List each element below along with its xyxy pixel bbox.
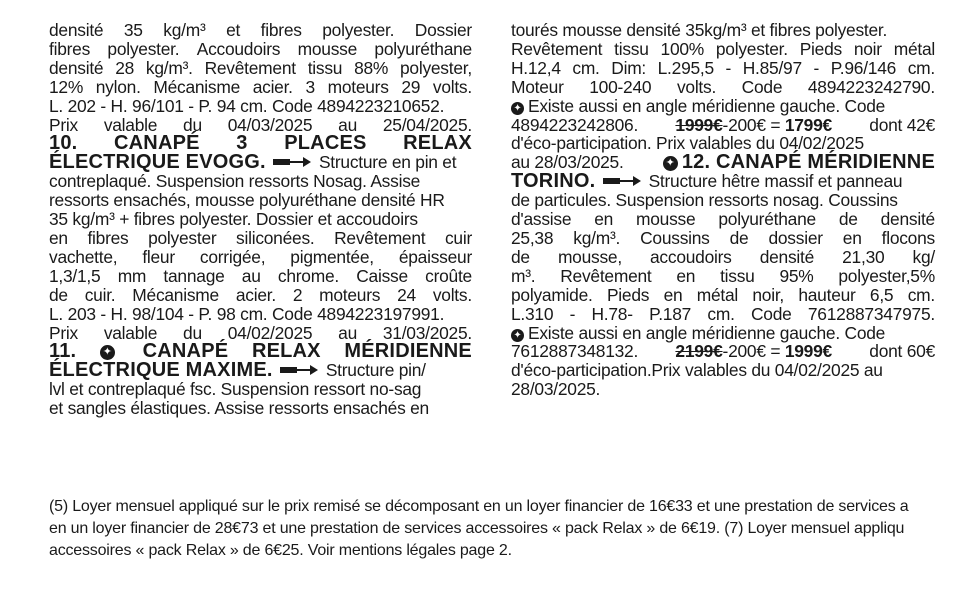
word: 25/04/2025. bbox=[382, 114, 472, 135]
word: polyuréthane bbox=[374, 38, 472, 59]
word: L.295,5 bbox=[657, 57, 714, 78]
word: densité bbox=[49, 57, 104, 78]
word: 04/02/2025 bbox=[227, 322, 313, 343]
word: polyester bbox=[148, 227, 217, 248]
word: tissu bbox=[307, 57, 343, 78]
word: cm. bbox=[907, 57, 935, 78]
word: Revêtement bbox=[334, 227, 426, 248]
text-line bbox=[49, 153, 472, 172]
product-10-title-end: ÉLECTRIQUE EVOGG. bbox=[49, 151, 266, 174]
word: corrigée, bbox=[199, 246, 266, 267]
word: épaisseur bbox=[398, 246, 472, 267]
text-line: contreplaqué. Suspension ressorts Nosag. Assise bbox=[49, 171, 421, 192]
word: mousse bbox=[636, 209, 696, 230]
word: - bbox=[569, 303, 576, 324]
word: en bbox=[594, 209, 614, 230]
text-line: 35 kg/m³ + fibres polyester. Dossier et accoudoirs bbox=[49, 209, 418, 230]
word: fibres bbox=[49, 38, 91, 59]
word: 3 bbox=[305, 76, 315, 97]
word: polyuréthane bbox=[718, 209, 816, 230]
word: noir, bbox=[752, 284, 784, 305]
word: PLACES bbox=[284, 132, 367, 155]
word: 7612887347975. bbox=[807, 303, 935, 324]
discount: -200€ = bbox=[722, 114, 781, 135]
text-line bbox=[49, 59, 472, 78]
word: 4894223242790. bbox=[807, 76, 935, 97]
word: Mécanisme bbox=[132, 284, 219, 305]
word: Accoudoirs bbox=[196, 38, 281, 59]
word: de bbox=[49, 284, 68, 305]
text-line: lvl et contreplaqué fsc. Suspension ressort no-sag bbox=[49, 379, 422, 400]
word: densité bbox=[880, 209, 935, 230]
text-fragment: Existe aussi en angle méridienne gauche. Code bbox=[528, 322, 886, 343]
word: en bbox=[49, 227, 68, 248]
word: cuir. bbox=[84, 284, 116, 305]
word: Prix bbox=[49, 322, 78, 343]
word: kg/m³. bbox=[573, 227, 621, 248]
word: P.96/146 bbox=[830, 57, 897, 78]
word: 1,3/1,5 bbox=[49, 265, 101, 286]
word: métal bbox=[696, 284, 739, 305]
word: cm. bbox=[572, 57, 600, 78]
word: 04/03/2025 bbox=[227, 114, 313, 135]
word: - bbox=[725, 57, 732, 78]
old-price: 2199€ bbox=[675, 341, 723, 362]
word: 100-240 bbox=[589, 76, 652, 97]
text-line bbox=[511, 40, 935, 59]
right-column bbox=[511, 21, 935, 399]
text-line: 28/03/2025. bbox=[511, 379, 601, 400]
word: 10. bbox=[49, 132, 78, 155]
product-12-title bbox=[663, 153, 935, 172]
footnotes bbox=[49, 496, 968, 562]
word: Prix bbox=[49, 114, 78, 135]
product-12-title-text: 12. CANAPÉ MÉRIDIENNE bbox=[681, 151, 935, 174]
word: H.85/97 bbox=[742, 57, 802, 78]
word: tissu bbox=[614, 38, 649, 59]
star-circle-icon: ✦ bbox=[100, 345, 115, 360]
product-12-title-end: TORINO. bbox=[511, 170, 596, 193]
text-line bbox=[49, 267, 472, 286]
word: densité bbox=[759, 246, 815, 267]
word: cuir bbox=[444, 227, 472, 248]
word: 12% bbox=[49, 76, 84, 97]
footnote-line: en un loyer financier de 28€73 et une prestation de services accessoires « pack Relax » de 6€19. (7) Loyer mensuel appliqu bbox=[49, 520, 905, 537]
text-line bbox=[511, 78, 935, 97]
text-line bbox=[49, 286, 472, 305]
word: croûte bbox=[425, 265, 472, 286]
text-line bbox=[49, 229, 472, 248]
word: 100% bbox=[660, 38, 705, 59]
word: hauteur bbox=[798, 284, 856, 305]
word: du bbox=[183, 322, 202, 343]
word: au bbox=[338, 114, 357, 135]
eco-participation: dont 60€ bbox=[869, 341, 935, 362]
text-fragment: Existe aussi en angle méridienne gauche. Code bbox=[528, 95, 886, 116]
word: Moteur bbox=[511, 76, 564, 97]
left-column bbox=[49, 21, 472, 418]
word: L.310 bbox=[511, 303, 554, 324]
word: fibres bbox=[260, 20, 302, 40]
word: MÉRIDIENNE bbox=[344, 340, 472, 363]
word: RELAX bbox=[403, 132, 472, 155]
product-11-title-end: ÉLECTRIQUE MAXIME. bbox=[49, 359, 273, 382]
price-group bbox=[675, 116, 832, 135]
word: d'assise bbox=[511, 209, 572, 230]
text-line bbox=[511, 59, 935, 78]
word: Caisse bbox=[356, 265, 408, 286]
product-code: 7612887348132. bbox=[511, 341, 639, 362]
word: tissu bbox=[720, 265, 755, 286]
footnote-line: accessoires « pack Relax » de 6€25. Voir mentions légales page 2. bbox=[49, 542, 512, 559]
text-line: L. 203 - H. 98/104 - P. 98 cm. Code 4894223197991. bbox=[49, 303, 445, 324]
word: métal bbox=[893, 38, 935, 59]
text-line bbox=[511, 97, 935, 116]
word: fibres bbox=[87, 227, 129, 248]
word: H.78- bbox=[591, 303, 633, 324]
word: H.12,4 bbox=[511, 57, 561, 78]
star-circle-icon: ✦ bbox=[663, 156, 678, 171]
text-line bbox=[511, 267, 935, 286]
word: m³. bbox=[511, 265, 536, 286]
word: kg/m³. bbox=[145, 57, 193, 78]
price-line bbox=[511, 342, 935, 361]
word: moteurs bbox=[319, 284, 381, 305]
word: 3 bbox=[236, 132, 248, 155]
text-line bbox=[511, 305, 935, 324]
text-line: d'éco-participation. Prix valables du 04/02/2025 bbox=[511, 133, 864, 154]
text-line bbox=[511, 248, 935, 267]
arrow-right-icon bbox=[280, 365, 318, 375]
text-line bbox=[511, 324, 935, 343]
word: de bbox=[511, 246, 530, 267]
word: volts. bbox=[676, 76, 717, 97]
text-fragment: Structure pin/ bbox=[325, 360, 426, 381]
word: CANAPÉ bbox=[142, 340, 229, 363]
word: Revêtement bbox=[511, 38, 603, 59]
text-line bbox=[511, 172, 935, 191]
word: Pieds bbox=[606, 284, 650, 305]
old-price: 1999€ bbox=[675, 114, 723, 135]
word: Pieds bbox=[799, 38, 842, 59]
word: RELAX bbox=[251, 340, 321, 363]
word: valable bbox=[103, 322, 158, 343]
word: accoudoirs bbox=[650, 246, 732, 267]
word: valable bbox=[103, 114, 158, 135]
word: en bbox=[676, 265, 696, 286]
word: 2 bbox=[292, 284, 303, 305]
footnote-line: (5) Loyer mensuel appliqué sur le prix remisé se décomposant en un loyer financier de 16€33 et une prestation de services a bbox=[49, 498, 909, 515]
price-line bbox=[511, 116, 935, 135]
word: en bbox=[842, 227, 862, 248]
text-line bbox=[511, 286, 935, 305]
word: mm bbox=[117, 265, 147, 286]
word: mousse bbox=[297, 38, 358, 59]
word: 21,30 bbox=[842, 246, 885, 267]
text-line: tourés mousse densité 35kg/m³ et fibres polyester. bbox=[511, 20, 888, 40]
word: kg/m³ bbox=[163, 20, 206, 40]
text-line bbox=[511, 210, 935, 229]
new-price: 1999€ bbox=[784, 341, 832, 362]
word: polyester. bbox=[107, 38, 180, 59]
word: 25,38 bbox=[511, 227, 554, 248]
word: Code bbox=[741, 76, 783, 97]
word: Revêtement bbox=[560, 265, 652, 286]
word: au bbox=[241, 265, 261, 286]
word: densité bbox=[49, 20, 104, 40]
word: de bbox=[729, 227, 749, 248]
word: 95% bbox=[779, 265, 814, 286]
price-group bbox=[675, 342, 832, 361]
word: volts. bbox=[432, 284, 472, 305]
text-line: d'éco-participation.Prix valables du 04/02/2025 au bbox=[511, 360, 883, 381]
word: pigmentée, bbox=[290, 246, 374, 267]
word: Revêtement bbox=[204, 57, 296, 78]
text-line bbox=[49, 40, 472, 59]
text-line bbox=[49, 78, 472, 97]
arrow-right-icon bbox=[603, 176, 641, 186]
word: CANAPÉ bbox=[114, 132, 200, 155]
word: polyamide. bbox=[511, 284, 593, 305]
word: en bbox=[663, 284, 683, 305]
arrow-right-icon bbox=[273, 157, 311, 167]
word: de bbox=[838, 209, 858, 230]
word: - bbox=[813, 57, 820, 78]
word: 28 bbox=[115, 57, 135, 78]
word: cm. bbox=[707, 303, 735, 324]
word: tannage bbox=[163, 265, 225, 286]
word: Dim: bbox=[611, 57, 647, 78]
word: 88% bbox=[354, 57, 389, 78]
discount: -200€ = bbox=[722, 341, 781, 362]
eco-participation: dont 42€ bbox=[869, 114, 935, 135]
word: Dossier bbox=[414, 20, 472, 40]
word: du bbox=[183, 114, 202, 135]
word: mousse, bbox=[557, 246, 622, 267]
text-line bbox=[49, 361, 472, 380]
word: P.187 bbox=[649, 303, 692, 324]
word: noir bbox=[853, 38, 882, 59]
text-line: de particules. Suspension ressorts nosag. Coussins bbox=[511, 190, 898, 211]
word: 29 bbox=[401, 76, 421, 97]
word: polyester,5% bbox=[838, 265, 935, 286]
text-line bbox=[511, 229, 935, 248]
word: volts. bbox=[432, 76, 472, 97]
text-line: ressorts ensachés, mousse polyuréthane densité HR bbox=[49, 190, 445, 211]
word: et bbox=[226, 20, 241, 40]
word: cm. bbox=[907, 284, 935, 305]
word: Mécanisme bbox=[153, 76, 241, 97]
product-code: 4894223242806. bbox=[511, 114, 639, 135]
text-fragment: au 28/03/2025. bbox=[511, 152, 624, 173]
star-circle-icon: ✦ bbox=[511, 329, 524, 342]
word: polyester. bbox=[322, 20, 395, 40]
word: 24 bbox=[397, 284, 416, 305]
text-line: et sangles élastiques. Assise ressorts ensachés en bbox=[49, 398, 429, 419]
word: kg/ bbox=[912, 246, 935, 267]
word: 31/03/2025. bbox=[382, 322, 472, 343]
text-line bbox=[49, 21, 472, 40]
word: flocons bbox=[881, 227, 935, 248]
word: 11. bbox=[49, 340, 77, 363]
word: moteurs bbox=[327, 76, 389, 97]
word: siliconées. bbox=[236, 227, 315, 248]
word: dossier bbox=[768, 227, 823, 248]
text-line: L. 202 - H. 96/101 - P. 94 cm. Code 4894223210652. bbox=[49, 95, 445, 116]
word: fleur bbox=[142, 246, 175, 267]
new-price: 1799€ bbox=[784, 114, 832, 135]
word: acier. bbox=[252, 76, 293, 97]
word: Code bbox=[750, 303, 792, 324]
word: Coussins bbox=[640, 227, 710, 248]
word: 35 bbox=[123, 20, 143, 40]
word: au bbox=[338, 322, 357, 343]
word: chrome. bbox=[277, 265, 339, 286]
word: vachette, bbox=[49, 246, 118, 267]
word: 6,5 bbox=[869, 284, 894, 305]
text-line bbox=[49, 248, 472, 267]
word: polyester. bbox=[715, 38, 788, 59]
text-fragment: Structure en pin et bbox=[318, 152, 457, 173]
word: nylon. bbox=[95, 76, 141, 97]
word: polyester, bbox=[399, 57, 472, 78]
word: acier. bbox=[235, 284, 276, 305]
text-fragment: Structure hêtre massif et panneau bbox=[648, 171, 903, 192]
star-circle-icon: ✦ bbox=[511, 102, 524, 115]
